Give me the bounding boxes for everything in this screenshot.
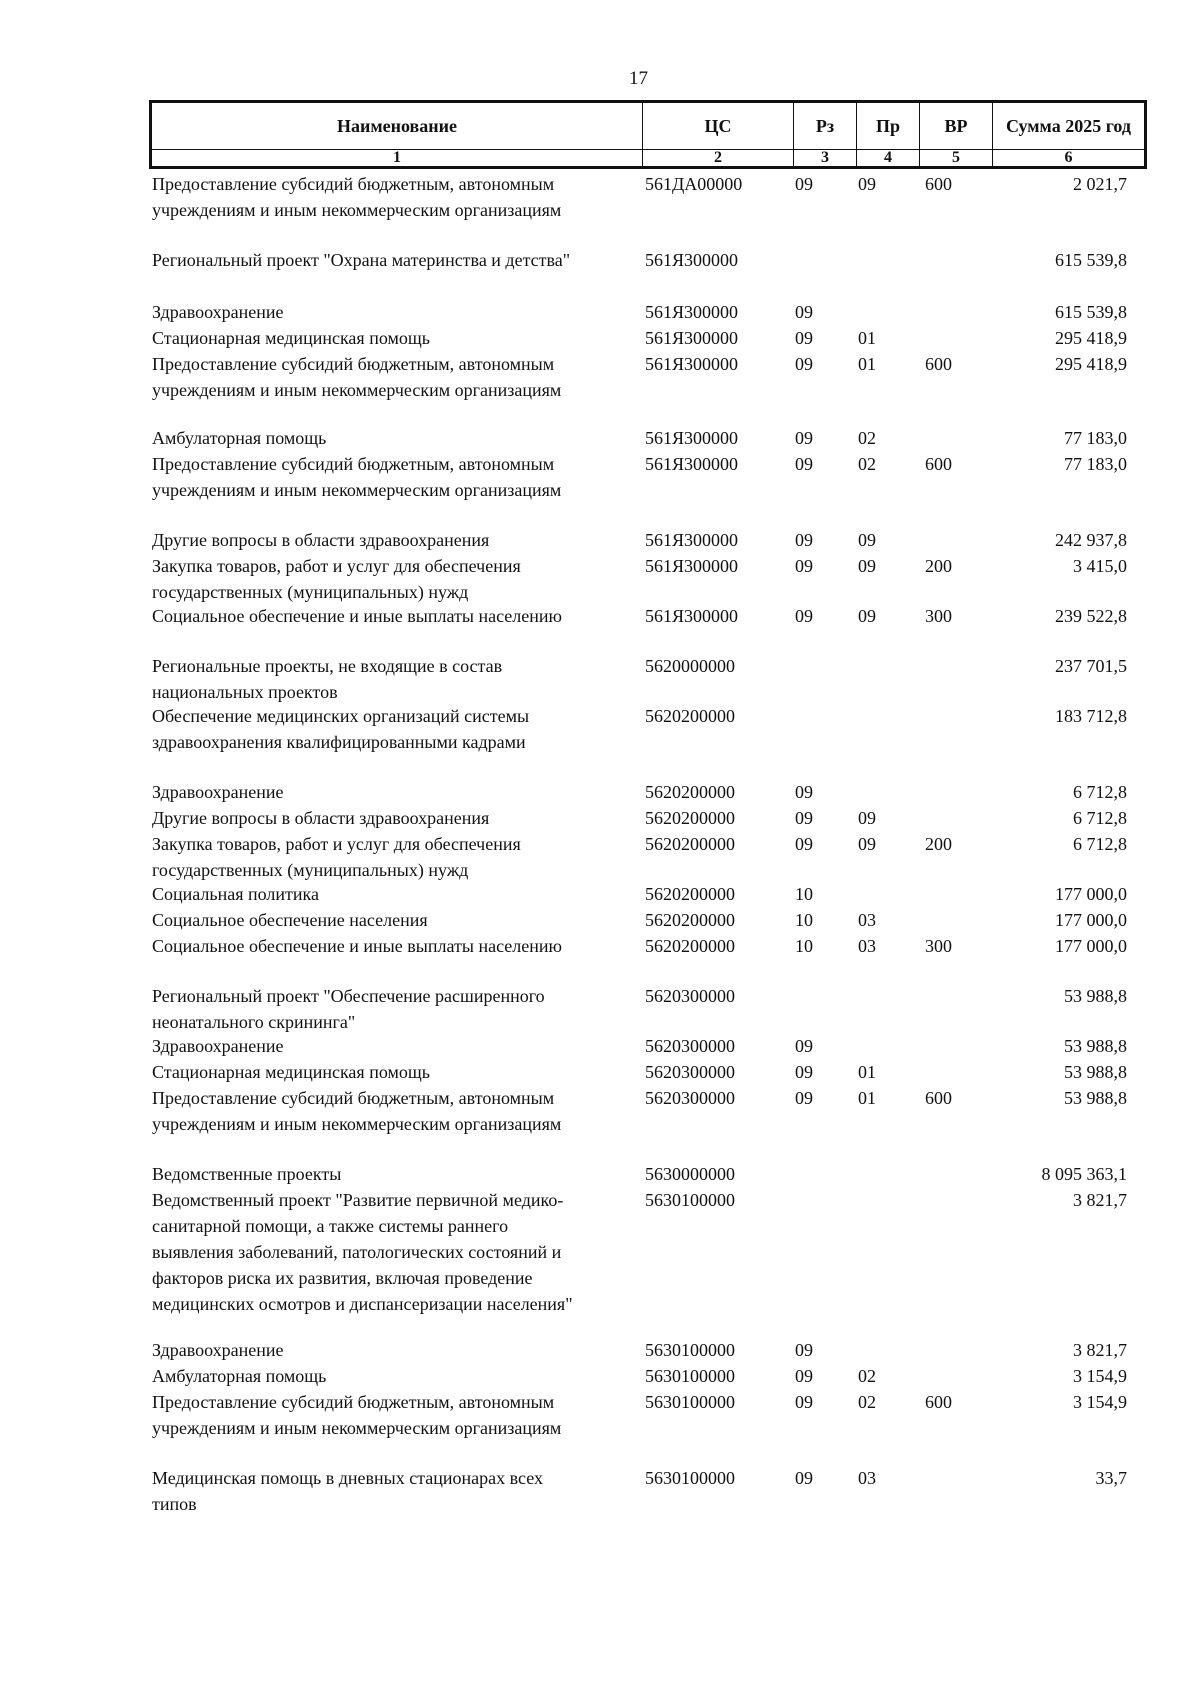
row-cs: 5620300000 <box>645 986 735 1006</box>
row-sum: 77 183,0 <box>1064 428 1127 448</box>
row-rz: 09 <box>795 606 813 626</box>
row-sum: 237 701,5 <box>1055 656 1127 676</box>
row-cs: 561Я300000 <box>645 530 739 550</box>
row-cs: 5620200000 <box>645 706 735 726</box>
row-name <box>152 1187 622 1317</box>
row-pr: 01 <box>858 1062 876 1082</box>
row-pr: 02 <box>858 1366 876 1386</box>
name-line: Социальное обеспечение и иные выплаты населению <box>152 936 562 956</box>
row-sum: 3 415,0 <box>1073 556 1127 576</box>
name-line: выявления заболеваний, патологических состояний и <box>152 1242 562 1262</box>
row-cs: 5620200000 <box>645 884 735 904</box>
row-name <box>152 1085 622 1137</box>
row-cs: 561ДА00000 <box>645 174 743 194</box>
row-sum: 6 712,8 <box>1073 808 1127 828</box>
row-sum: 8 095 363,1 <box>1041 1164 1127 1184</box>
row-name <box>152 351 622 403</box>
row-rz: 09 <box>795 428 813 448</box>
column-number-row <box>152 150 1145 167</box>
row-name <box>152 171 622 223</box>
row-pr: 02 <box>858 1392 876 1412</box>
name-line: учреждениям и иным некоммерческим организациям <box>152 1114 562 1134</box>
row-name <box>152 451 622 503</box>
name-line: Амбулаторная помощь <box>152 428 327 448</box>
row-sum: 3 154,9 <box>1073 1392 1127 1412</box>
row-name <box>152 1033 622 1059</box>
row-cs: 561Я300000 <box>645 428 739 448</box>
row-rz: 09 <box>795 1088 813 1108</box>
row-cs: 5620300000 <box>645 1036 735 1056</box>
header-row <box>152 103 1145 150</box>
column-number: 4 <box>857 150 920 167</box>
row-pr: 09 <box>858 834 876 854</box>
row-cs: 5630100000 <box>645 1392 735 1412</box>
column-number: 6 <box>993 150 1145 167</box>
row-name <box>152 983 622 1035</box>
row-name <box>152 1161 622 1187</box>
row-pr: 02 <box>858 454 876 474</box>
row-vr: 600 <box>925 174 952 194</box>
row-rz: 10 <box>795 910 813 930</box>
row-sum: 615 539,8 <box>1055 250 1127 270</box>
row-rz: 09 <box>795 530 813 550</box>
row-name <box>152 653 622 705</box>
row-sum: 3 821,7 <box>1073 1190 1127 1210</box>
row-vr: 600 <box>925 1088 952 1108</box>
row-pr: 09 <box>858 808 876 828</box>
row-rz: 09 <box>795 556 813 576</box>
row-sum: 177 000,0 <box>1055 884 1127 904</box>
row-cs: 5620200000 <box>645 808 735 828</box>
row-name <box>152 603 622 629</box>
row-pr: 03 <box>858 910 876 930</box>
row-vr: 600 <box>925 354 952 374</box>
header-pr: Пр <box>857 103 920 150</box>
row-rz: 09 <box>795 1062 813 1082</box>
row-pr: 01 <box>858 328 876 348</box>
row-cs: 5630100000 <box>645 1366 735 1386</box>
name-line: национальных проектов <box>152 682 338 702</box>
name-line: учреждениям и иным некоммерческим организациям <box>152 1418 562 1438</box>
name-line: санитарной помощи, а также системы раннего <box>152 1216 509 1236</box>
row-cs: 5620200000 <box>645 782 735 802</box>
name-line: Здравоохранение <box>152 1340 284 1360</box>
name-line: Стационарная медицинская помощь <box>152 1062 430 1082</box>
row-cs: 561Я300000 <box>645 328 739 348</box>
name-line: Региональный проект "Охрана материнства и детства" <box>152 250 571 270</box>
row-name <box>152 1465 622 1517</box>
row-sum: 2 021,7 <box>1073 174 1127 194</box>
row-rz: 09 <box>795 328 813 348</box>
name-line: Здравоохранение <box>152 1036 284 1056</box>
name-line: Обеспечение медицинских организаций системы <box>152 706 530 726</box>
row-cs: 5620200000 <box>645 834 735 854</box>
name-line: Другие вопросы в области здравоохранения <box>152 530 490 550</box>
row-cs: 561Я300000 <box>645 556 739 576</box>
name-line: Здравоохранение <box>152 782 284 802</box>
row-pr: 03 <box>858 936 876 956</box>
row-rz: 09 <box>795 454 813 474</box>
row-name <box>152 425 622 451</box>
name-line: учреждениям и иным некоммерческим организациям <box>152 380 562 400</box>
row-rz: 10 <box>795 884 813 904</box>
name-line: государственных (муниципальных) нужд <box>152 860 469 880</box>
row-sum: 53 988,8 <box>1064 1062 1127 1082</box>
row-rz: 09 <box>795 1468 813 1488</box>
row-rz: 09 <box>795 1366 813 1386</box>
row-sum: 33,7 <box>1095 1468 1127 1488</box>
row-sum: 242 937,8 <box>1055 530 1127 550</box>
row-name <box>152 779 622 805</box>
row-name <box>152 1059 622 1085</box>
name-line: государственных (муниципальных) нужд <box>152 582 469 602</box>
name-line: Закупка товаров, работ и услуг для обеспечения <box>152 556 521 576</box>
row-cs: 5630100000 <box>645 1190 735 1210</box>
name-line: Социальное обеспечение населения <box>152 910 428 930</box>
row-name <box>152 1363 622 1389</box>
name-line: Предоставление субсидий бюджетным, автономным <box>152 1088 555 1108</box>
name-line: Предоставление субсидий бюджетным, автономным <box>152 1392 555 1412</box>
row-cs: 5620300000 <box>645 1062 735 1082</box>
row-pr: 03 <box>858 1468 876 1488</box>
row-name <box>152 247 622 273</box>
row-sum: 53 988,8 <box>1064 1088 1127 1108</box>
row-sum: 177 000,0 <box>1055 936 1127 956</box>
row-pr: 09 <box>858 556 876 576</box>
name-line: Региональные проекты, не входящие в состав <box>152 656 503 676</box>
column-number: 1 <box>152 150 643 167</box>
row-rz: 09 <box>795 1392 813 1412</box>
header-sum: Сумма 2025 год <box>993 103 1145 150</box>
row-sum: 615 539,8 <box>1055 302 1127 322</box>
name-line: Социальная политика <box>152 884 319 904</box>
row-name <box>152 527 622 553</box>
row-vr: 300 <box>925 936 952 956</box>
name-line: медицинских осмотров и диспансеризации населения" <box>152 1294 573 1314</box>
row-name <box>152 933 622 959</box>
row-pr: 02 <box>858 428 876 448</box>
row-sum: 295 418,9 <box>1055 354 1127 374</box>
name-line: Предоставление субсидий бюджетным, автономным <box>152 454 555 474</box>
row-cs: 5620200000 <box>645 936 735 956</box>
row-name <box>152 907 622 933</box>
row-rz: 09 <box>795 302 813 322</box>
row-cs: 5630100000 <box>645 1468 735 1488</box>
row-sum: 3 154,9 <box>1073 1366 1127 1386</box>
row-name <box>152 881 622 907</box>
name-line: Предоставление субсидий бюджетным, автономным <box>152 354 555 374</box>
row-vr: 600 <box>925 454 952 474</box>
column-number: 5 <box>920 150 993 167</box>
name-line: Ведомственный проект "Развитие первичной медико- <box>152 1190 564 1210</box>
row-sum: 295 418,9 <box>1055 328 1127 348</box>
row-name <box>152 703 622 755</box>
row-sum: 177 000,0 <box>1055 910 1127 930</box>
row-vr: 300 <box>925 606 952 626</box>
row-rz: 10 <box>795 936 813 956</box>
row-cs: 5620200000 <box>645 910 735 930</box>
row-vr: 200 <box>925 834 952 854</box>
column-number: 3 <box>794 150 857 167</box>
header-cs: ЦС <box>643 103 794 150</box>
row-name <box>152 1389 622 1441</box>
row-rz: 09 <box>795 782 813 802</box>
row-name <box>152 325 622 351</box>
name-line: Ведомственные проекты <box>152 1164 342 1184</box>
row-rz: 09 <box>795 354 813 374</box>
row-pr: 01 <box>858 1088 876 1108</box>
row-sum: 77 183,0 <box>1064 454 1127 474</box>
row-vr: 200 <box>925 556 952 576</box>
name-line: факторов риска их развития, включая проведение <box>152 1268 533 1288</box>
row-rz: 09 <box>795 808 813 828</box>
header-name: Наименование <box>152 103 643 150</box>
name-line: Предоставление субсидий бюджетным, автономным <box>152 174 555 194</box>
row-cs: 5620300000 <box>645 1088 735 1108</box>
header-vr: ВР <box>920 103 993 150</box>
row-cs: 561Я300000 <box>645 302 739 322</box>
row-pr: 01 <box>858 354 876 374</box>
row-cs: 561Я300000 <box>645 606 739 626</box>
row-cs: 5630000000 <box>645 1164 735 1184</box>
row-pr: 09 <box>858 530 876 550</box>
row-rz: 09 <box>795 834 813 854</box>
header-rz: Рз <box>794 103 857 150</box>
row-cs: 5620000000 <box>645 656 735 676</box>
page-number: 17 <box>629 68 648 89</box>
name-line: учреждениям и иным некоммерческим организациям <box>152 480 562 500</box>
name-line: неонатального скрининга" <box>152 1012 356 1032</box>
name-line: Амбулаторная помощь <box>152 1366 327 1386</box>
row-cs: 561Я300000 <box>645 454 739 474</box>
row-name <box>152 1337 622 1363</box>
row-name <box>152 805 622 831</box>
name-line: учреждениям и иным некоммерческим организациям <box>152 200 562 220</box>
row-rz: 09 <box>795 174 813 194</box>
row-sum: 3 821,7 <box>1073 1340 1127 1360</box>
row-rz: 09 <box>795 1036 813 1056</box>
row-cs: 561Я300000 <box>645 250 739 270</box>
name-line: Региональный проект "Обеспечение расширенного <box>152 986 545 1006</box>
name-line: Другие вопросы в области здравоохранения <box>152 808 490 828</box>
row-cs: 5630100000 <box>645 1340 735 1360</box>
row-sum: 53 988,8 <box>1064 986 1127 1006</box>
row-name <box>152 553 622 605</box>
name-line: Здравоохранение <box>152 302 284 322</box>
name-line: Социальное обеспечение и иные выплаты населению <box>152 606 562 626</box>
row-pr: 09 <box>858 606 876 626</box>
row-name <box>152 299 622 325</box>
name-line: Медицинская помощь в дневных стационарах всех <box>152 1468 543 1488</box>
name-line: Закупка товаров, работ и услуг для обеспечения <box>152 834 521 854</box>
name-line: типов <box>152 1494 197 1514</box>
row-pr: 09 <box>858 174 876 194</box>
name-line: здравоохранения квалифицированными кадрами <box>152 732 526 752</box>
row-rz: 09 <box>795 1340 813 1360</box>
row-sum: 6 712,8 <box>1073 782 1127 802</box>
row-name <box>152 831 622 883</box>
column-number: 2 <box>643 150 794 167</box>
row-sum: 239 522,8 <box>1055 606 1127 626</box>
row-sum: 53 988,8 <box>1064 1036 1127 1056</box>
table-header <box>149 100 1147 169</box>
row-vr: 600 <box>925 1392 952 1412</box>
row-sum: 6 712,8 <box>1073 834 1127 854</box>
name-line: Стационарная медицинская помощь <box>152 328 430 348</box>
row-cs: 561Я300000 <box>645 354 739 374</box>
row-sum: 183 712,8 <box>1055 706 1127 726</box>
